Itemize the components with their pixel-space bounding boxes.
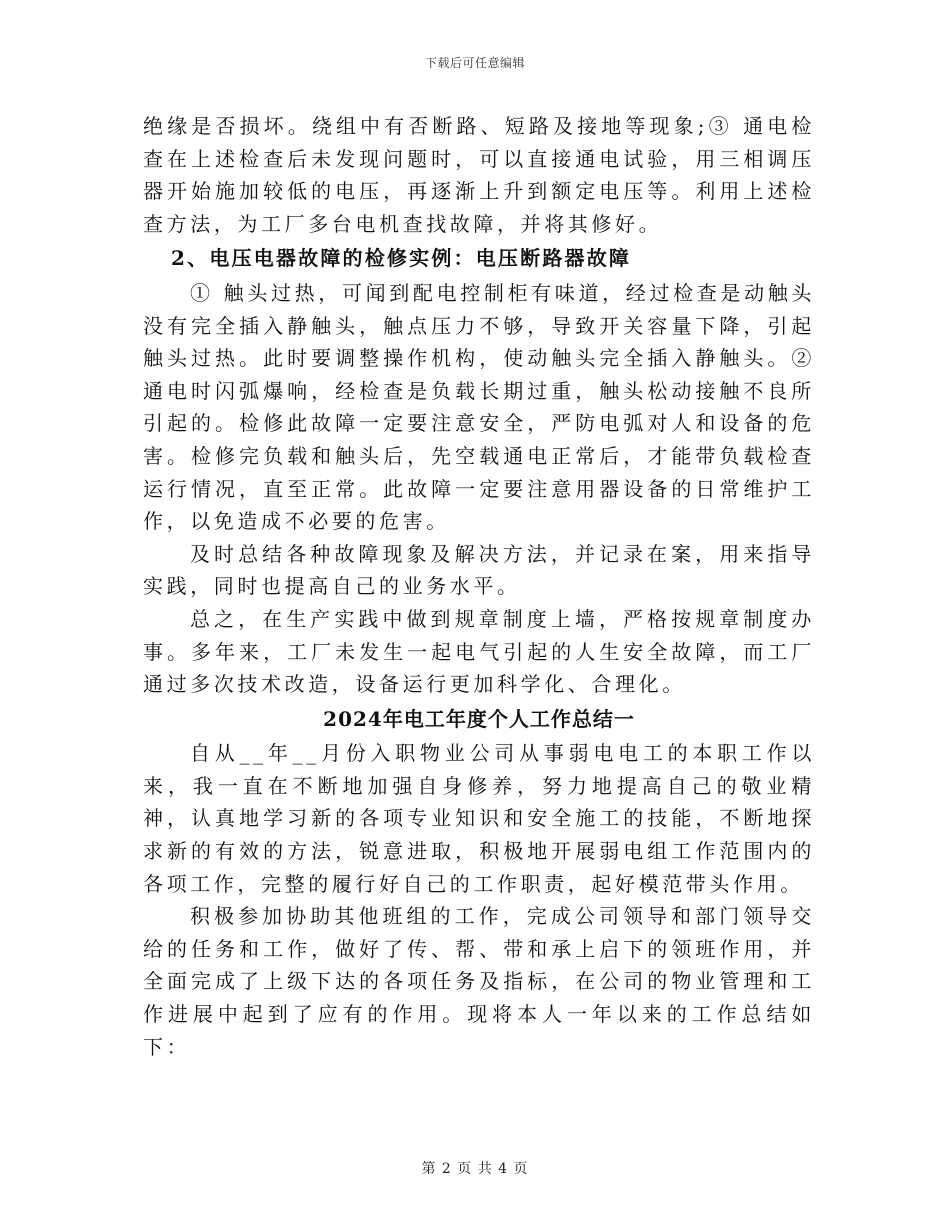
document-title: 2024年电工年度个人工作总结一 bbox=[323, 706, 635, 731]
paragraph-intro: 自从__年__月份入职物业公司从事弱电电工的本职工作以来，我一直在不断地加强自身修养，努力地提高自己的敬业精神，认真地学习新的各项专业知识和安全施工的技能，不断地探求新的有效的方法，锐意进取，积极地开展弱电组工作范围内的各项工作，完整的履行好自己的工作职责，起好模范带头作用。 bbox=[143, 741, 815, 896]
document-body bbox=[143, 110, 815, 1063]
paragraph-contact-overheat: ① 触头过热，可闻到配电控制柜有味道，经过检查是动触头没有完全插入静触头，触点压力不够，导致开关容量下降，引起触头过热。此时要调整操作机构，使动触头完全插入静触头。②通电时闪弧爆响，经检查是负载长期过重，触头松动接触不良所引起的。检修此故障一定要注意安全，严防电弧对人和设备的危害。检修完负载和触头后，先空载通电正常后，才能带负载检查运行情况，直至正常。此故障一定要注意用器设备的日常维护工作，以免造成不必要的危害。 bbox=[143, 280, 815, 534]
page-header: 下载后可任意编辑 bbox=[424, 56, 525, 70]
paragraph-motor-check-continued: 绝缘是否损坏。绕组中有否断路、短路及接地等现象;③ 通电检查在上述检查后未发现问题时，可以直接通电试验，用三相调压器开始施加较低的电压，再逐渐上升到额定电压等。利用上述检查方法，为工厂多台电机查找故障，并将其修好。 bbox=[143, 114, 815, 236]
paragraph-summary-record: 及时总结各种故障现象及解决方法，并记录在案，用来指导实践，同时也提高自己的业务水平。 bbox=[143, 541, 815, 599]
section-heading-breaker-fault: 2、电压电器故障的检修实例：电压断路器故障 bbox=[171, 246, 632, 271]
paragraph-conclusion: 总之，在生产实践中做到规章制度上墙，严格按规章制度办事。多年来，工厂未发生一起电气引起的人生安全故障，而工厂通过多次技术改造，设备运行更加科学化、合理化。 bbox=[143, 606, 815, 697]
page-footer: 第 2 页 共 4 页 bbox=[421, 1161, 529, 1177]
paragraph-cooperation: 积极参加协助其他班组的工作，完成公司领导和部门领导交给的任务和工作，做好了传、帮、带和承上启下的领班作用，并全面完成了上级下达的各项任务及指标，在公司的物业管理和工作进展中起到了应有的作用。现将本人一年以来的工作总结如下： bbox=[143, 904, 815, 1059]
